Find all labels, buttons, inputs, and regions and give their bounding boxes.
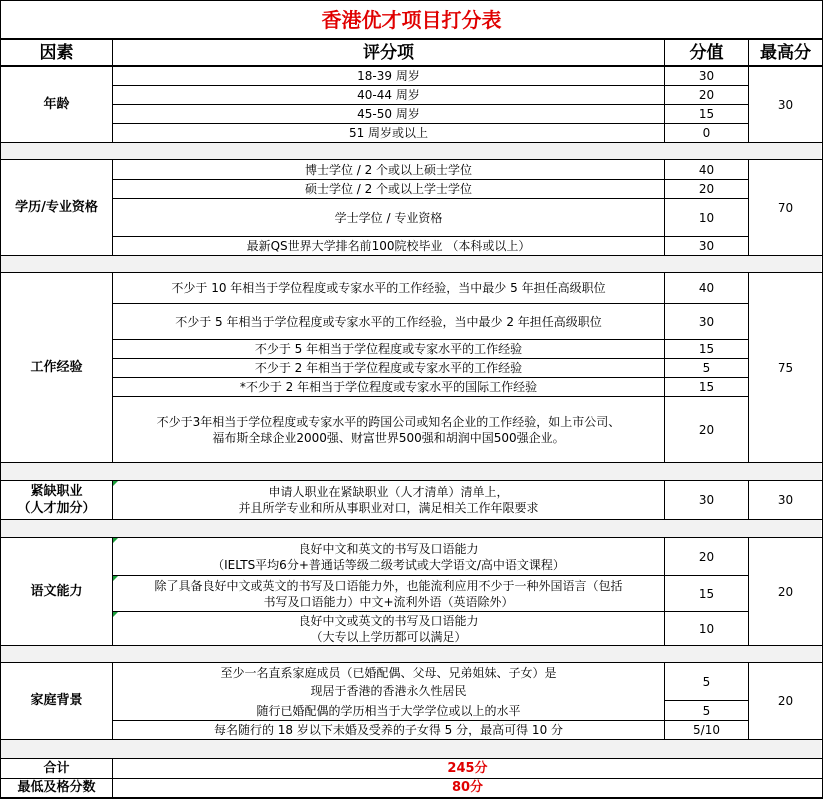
language-score: 15 bbox=[698, 586, 715, 601]
age-item: 18-39 周岁 bbox=[357, 69, 420, 83]
separator-row bbox=[1, 256, 821, 272]
factor-education: 学历/专业资格 bbox=[15, 199, 98, 215]
education-item: 博士学位 / 2 个或以上硕士学位 bbox=[304, 162, 473, 177]
language-item-line: （大专以上学历都可以满足） bbox=[310, 629, 467, 644]
talent-item bbox=[113, 481, 664, 519]
separator-row bbox=[1, 143, 821, 159]
work-item: 不少于 10 年相当于学位程度或专家水平的工作经验，当中最少 5 年担任高级职位 bbox=[171, 281, 606, 295]
work-item: 不少于 2 年相当于学位程度或专家水平的工作经验 bbox=[254, 361, 523, 375]
education-score: 40 bbox=[698, 162, 715, 177]
family-item bbox=[113, 663, 664, 700]
work-item bbox=[113, 397, 664, 462]
education-item: 最新QS世界大学排名前100院校毕业 （本科或以上） bbox=[246, 239, 531, 253]
minimum-value: 80分 bbox=[451, 780, 484, 795]
education-max: 70 bbox=[777, 200, 794, 215]
language-item bbox=[113, 612, 664, 645]
work-score: 5 bbox=[702, 361, 711, 375]
age-score: 15 bbox=[698, 107, 715, 121]
language-item bbox=[113, 538, 664, 575]
education-score: 10 bbox=[698, 210, 715, 225]
factor-talent-line: （人才加分） bbox=[17, 501, 96, 516]
language-item-line: （IELTS平均6分+普通话等级二级考试或大学语文/高中语文课程） bbox=[212, 557, 565, 572]
separator-row bbox=[1, 739, 821, 758]
talent-item-line: 并且所学专业和所从事职业对口，满足相关工作年限要求 bbox=[238, 501, 539, 515]
factor-family: 家庭背景 bbox=[30, 693, 83, 708]
family-score: 5 bbox=[702, 674, 711, 689]
language-max: 20 bbox=[777, 584, 794, 599]
age-score: 0 bbox=[702, 126, 711, 140]
talent-item-line: 申请人职业在紧缺职业（人才清单）清单上， bbox=[268, 485, 509, 499]
language-item-line: 良好中文或英文的书写及口语能力 bbox=[298, 613, 479, 628]
separator-row bbox=[1, 463, 821, 480]
separator-row bbox=[1, 519, 821, 537]
factor-talent bbox=[1, 481, 112, 519]
language-score: 10 bbox=[698, 621, 715, 636]
header-item: 评分项 bbox=[363, 42, 414, 63]
age-item: 45-50 周岁 bbox=[357, 107, 420, 121]
header-score: 分值 bbox=[689, 42, 724, 63]
work-item: 不少于 5 年相当于学位程度或专家水平的工作经验 bbox=[254, 342, 523, 356]
work-max: 75 bbox=[777, 360, 794, 375]
work-item-line: 福布斯全球企业2000强、财富世界500强和胡润中国500强企业。 bbox=[212, 430, 565, 445]
family-item-line: 至少一名直系家庭成员（已婚配偶、父母、兄弟姐妹、子女）是 bbox=[220, 665, 557, 680]
total-value: 245分 bbox=[447, 760, 488, 776]
factor-talent-line: 紧缺职业 bbox=[30, 484, 83, 499]
family-score: 5/10 bbox=[693, 723, 720, 737]
age-score: 20 bbox=[698, 88, 715, 102]
total-label: 合计 bbox=[43, 760, 70, 776]
work-score: 15 bbox=[698, 380, 715, 394]
education-score: 20 bbox=[698, 182, 715, 196]
factor-work: 工作经验 bbox=[30, 359, 83, 375]
header-max: 最高分 bbox=[760, 42, 811, 63]
age-score: 30 bbox=[698, 69, 715, 83]
work-item: 不少于 5 年相当于学位程度或专家水平的工作经验，当中最少 2 年担任高级职位 bbox=[175, 314, 602, 329]
age-item: 40-44 周岁 bbox=[357, 88, 420, 102]
language-item-line: 良好中文和英文的书写及口语能力 bbox=[298, 541, 479, 556]
separator-row bbox=[1, 645, 821, 662]
factor-age: 年龄 bbox=[43, 96, 70, 112]
family-item: 每名随行的 18 岁以下未婚及受养的子女得 5 分，最高可得 10 分 bbox=[213, 723, 564, 737]
factor-language: 语文能力 bbox=[30, 583, 83, 599]
family-item: 随行已婚配偶的学历相当于大学学位或以上的水平 bbox=[256, 703, 521, 718]
language-score: 20 bbox=[698, 549, 715, 564]
talent-score: 30 bbox=[698, 493, 715, 507]
education-score: 30 bbox=[698, 239, 715, 253]
header-factor: 因素 bbox=[39, 42, 74, 63]
age-item: 51 周岁或以上 bbox=[348, 126, 429, 140]
work-score: 15 bbox=[698, 342, 715, 356]
work-score: 20 bbox=[698, 422, 715, 437]
page-title: 香港优才项目打分表 bbox=[321, 7, 502, 32]
family-score: 5 bbox=[702, 703, 711, 718]
language-item-line: 书写及口语能力）中文+流利外语（英语除外） bbox=[263, 594, 514, 609]
age-max: 30 bbox=[777, 97, 794, 112]
education-item: 学士学位 / 专业资格 bbox=[334, 210, 443, 225]
family-item-line: 现居于香港的香港永久性居民 bbox=[310, 683, 467, 698]
work-item-line: 不少于3年相当于学位程度或专家水平的跨国公司或知名企业的工作经验，如上市公司、 bbox=[156, 414, 621, 429]
work-item: *不少于 2 年相当于学位程度或专家水平的国际工作经验 bbox=[239, 380, 538, 394]
talent-max: 30 bbox=[777, 493, 794, 507]
education-item: 硕士学位 / 2 个或以上学士学位 bbox=[304, 182, 473, 196]
language-item-line: 除了具备良好中文或英文的书写及口语能力外，也能流利应用不少于一种外国语言（包括 bbox=[154, 578, 623, 593]
minimum-label: 最低及格分数 bbox=[17, 780, 96, 795]
language-item bbox=[113, 576, 664, 611]
family-max: 20 bbox=[777, 694, 794, 708]
work-score: 30 bbox=[698, 314, 715, 329]
work-score: 40 bbox=[698, 281, 715, 295]
